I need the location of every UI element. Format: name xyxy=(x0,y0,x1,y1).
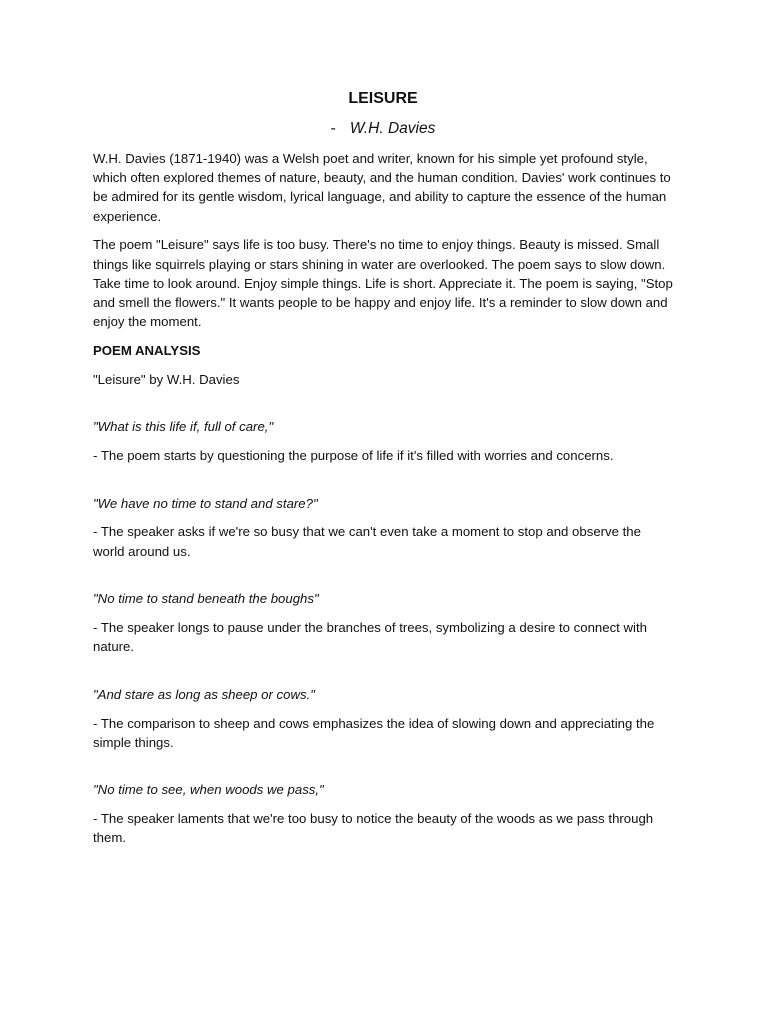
intro-paragraph-summary: The poem "Leisure" says life is too busy. There's no time to enjoy things. Beauty is missed. Small things like squirrels playing or stars shining in water are overlooked. The poem says to slow down. Take time to look around. Enjoy simple things. Life is short. Appreciate it. The poem is saying, "Stop and smell the flowers." It wants people to be happy and enjoy life. It's a reminder to slow down and enjoy the moment. xyxy=(93,237,673,330)
author-dash: - xyxy=(330,120,336,137)
analysis-subtitle: "Leisure" by W.H. Davies xyxy=(93,371,240,387)
poem-line: "No time to stand beneath the boughs" xyxy=(93,591,319,607)
line-analysis: - The speaker longs to pause under the branches of trees, symbolizing a desire to connect with nature. xyxy=(93,619,647,655)
line-analysis: - The comparison to sheep and cows emphasizes the idea of slowing down and appreciating the simple things. xyxy=(93,715,655,750)
line-analysis: - The speaker laments that we're too busy to notice the beauty of the woods as we pass through them. xyxy=(93,811,654,846)
poem-line: "No time to see, when woods we pass," xyxy=(93,782,324,798)
section-spacer xyxy=(93,570,673,589)
document-title: LEISURE xyxy=(348,90,418,107)
poem-line: "What is this life if, full of care," xyxy=(93,419,274,435)
section-spacer xyxy=(93,666,673,685)
line-analysis: - The speaker asks if we're so busy that we can't even take a moment to stop and observe the world around us. xyxy=(93,524,641,559)
section-spacer xyxy=(93,398,673,417)
line-analysis: - The poem starts by questioning the purpose of life if it's filled with worries and concerns. xyxy=(93,447,614,463)
document-page xyxy=(93,88,673,857)
intro-paragraph-bio: W.H. Davies (1871-1940) was a Welsh poet and writer, known for his simple yet profound style, which often explored themes of nature, beauty, and the human condition. Davies' work continues to be admired for its gentle wisdom, lyrical language, and ability to capture the essence of the human experience. xyxy=(93,151,671,224)
analysis-heading: POEM ANALYSIS xyxy=(93,342,201,358)
author-line xyxy=(93,119,673,139)
section-spacer xyxy=(93,761,673,780)
poem-line: "We have no time to stand and stare?" xyxy=(93,495,318,511)
poem-line: "And stare as long as sheep or cows." xyxy=(93,686,315,702)
author-name: W.H. Davies xyxy=(349,120,436,137)
section-spacer xyxy=(93,475,673,494)
